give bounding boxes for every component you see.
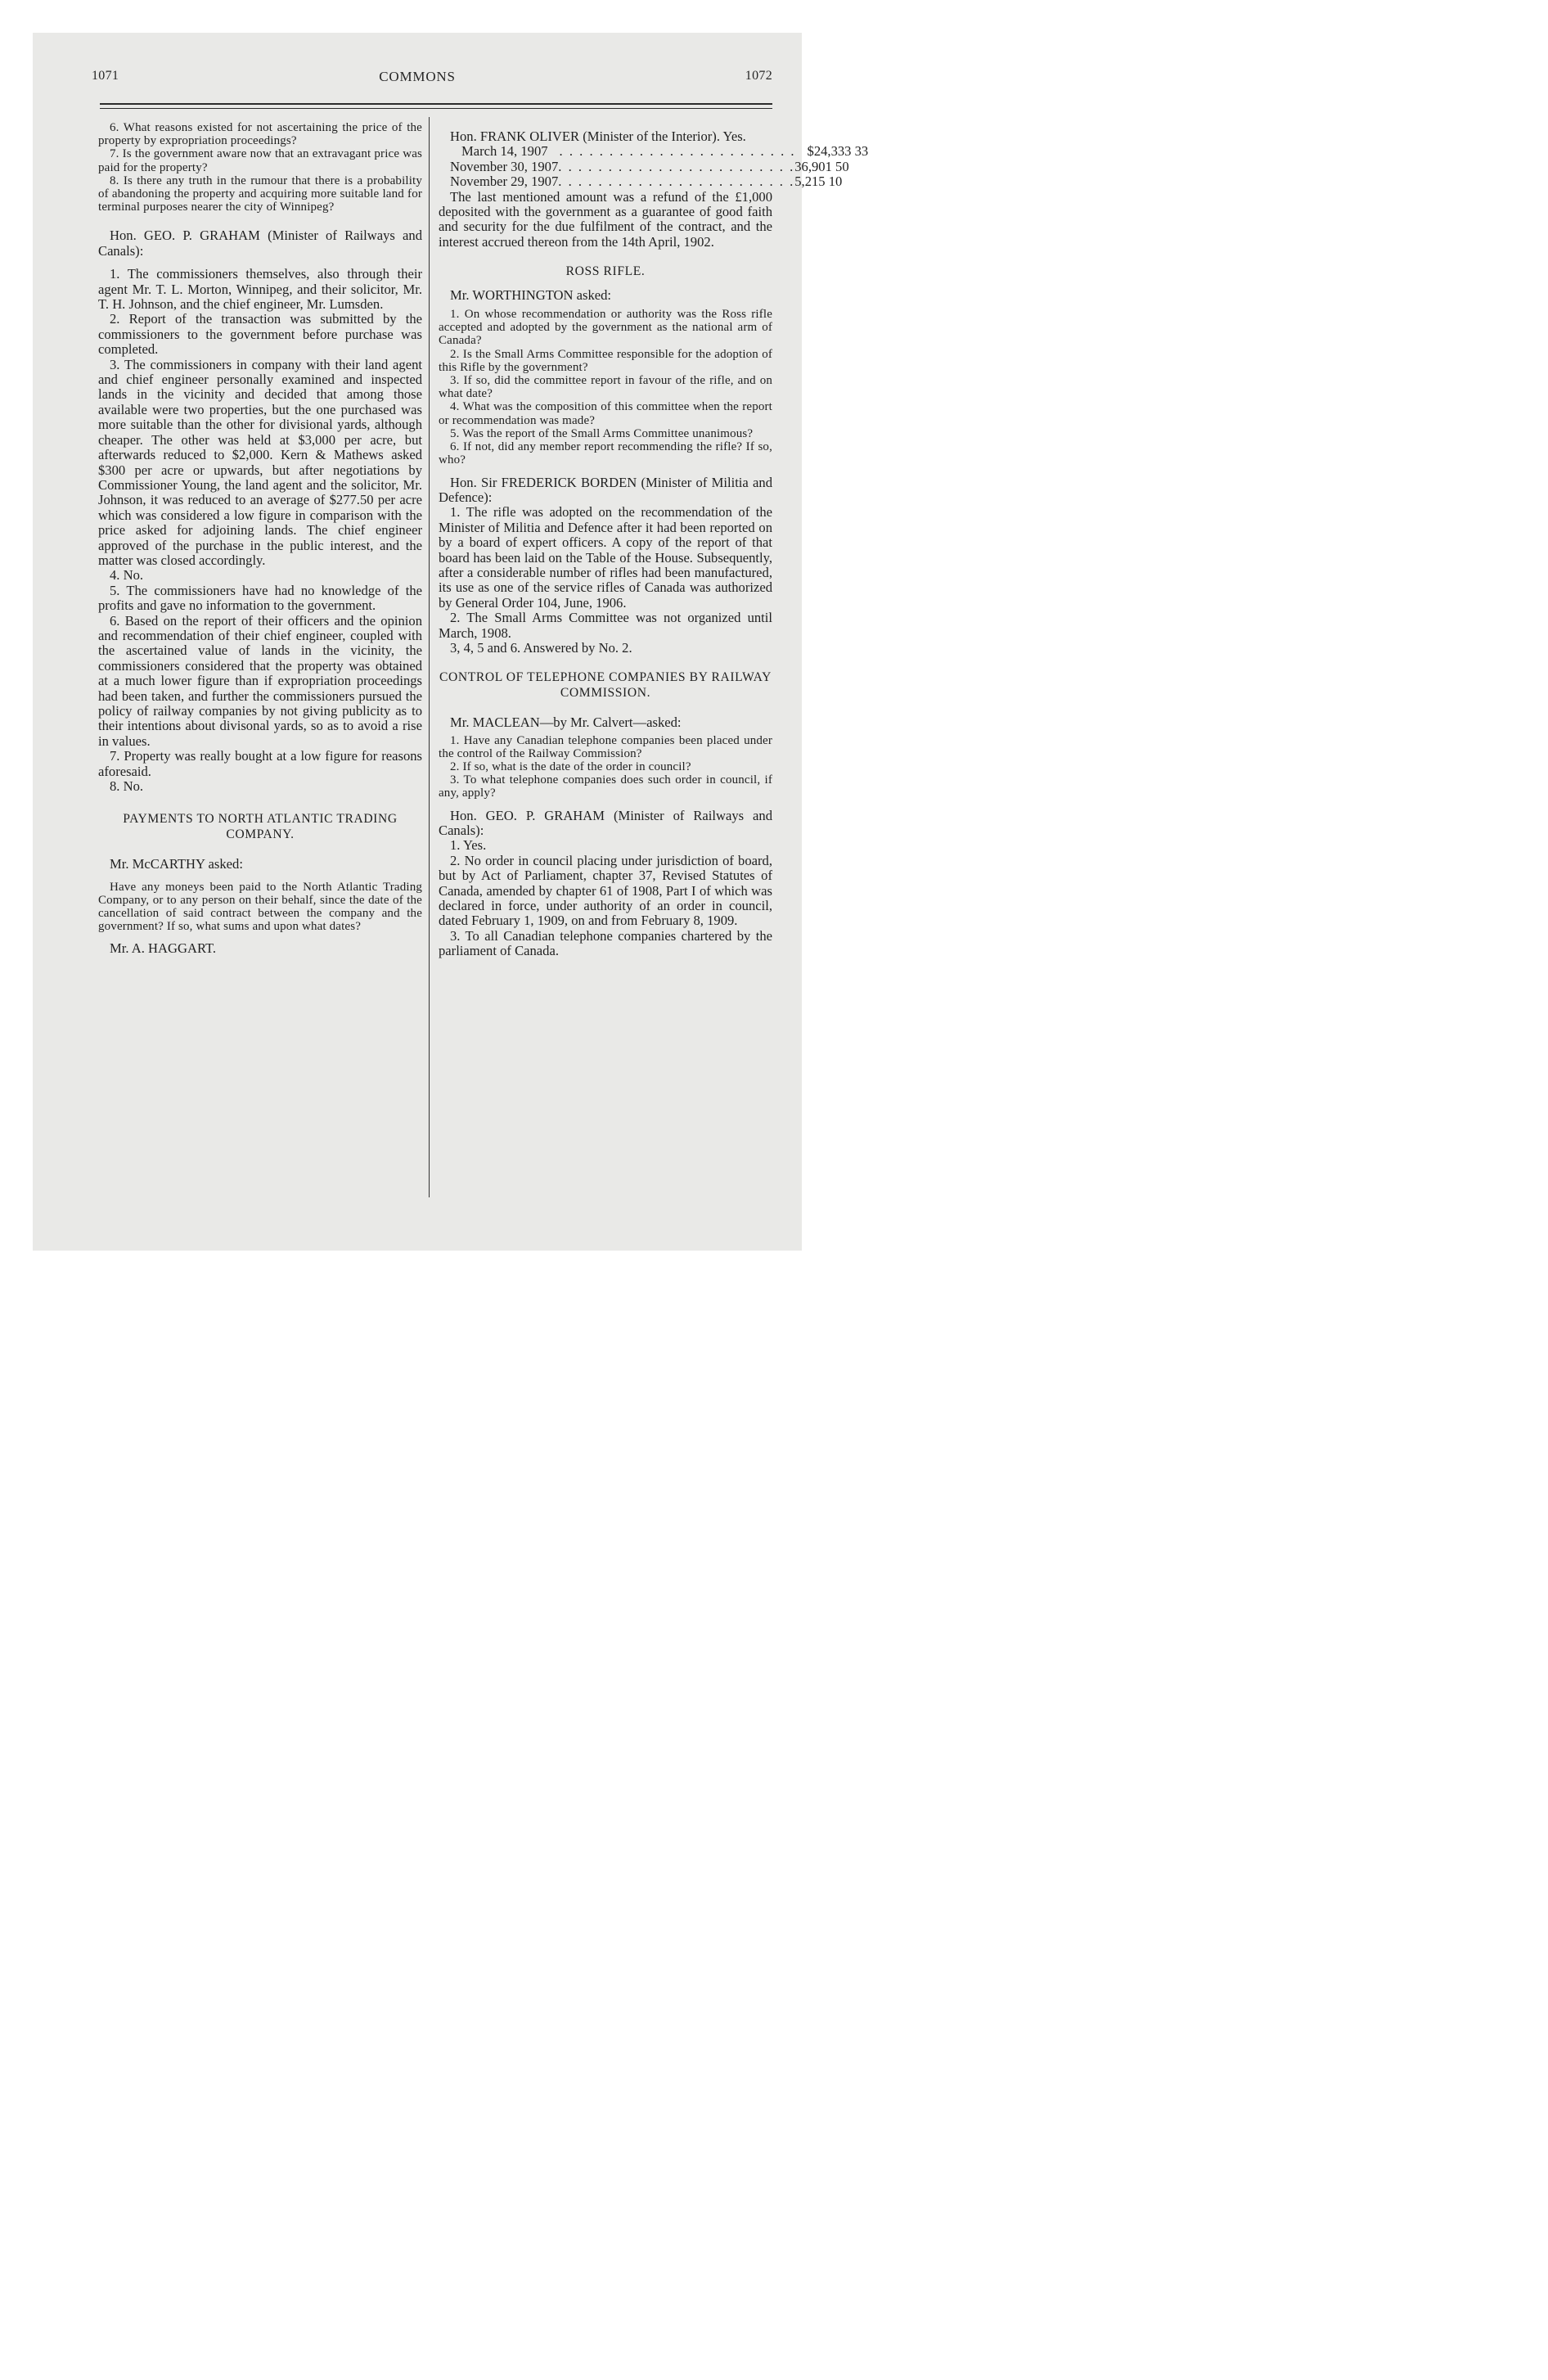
question-6: 6. What reasons existed for not ascertaining the price of the property by expropriation proceedings? [98, 121, 422, 148]
answer-5: 5. The commissioners have had no knowledge of the profits and gave no information to the government. [98, 582, 422, 614]
header-rule [100, 103, 772, 105]
answer-3: 3. The commissioners in company with their land agent and chief engineer personally examined and inspected lands in the vicinity and decided that among those available were two properties, but the one purchased was more suitable than the other for divisional yards, although cheaper. The other was held at $3,000 per acre, but afterwards reduced to $2,000. Kern & Mathews asked $300 per acre or upwards, but after negotiations by Commissioner Young, the land agent and the solicitor, Mr. Johnson, it was reduced to an average of $277.50 per acre which was considered a low figure in comparison with the price asked for adjoining lands. The chief engineer approved of the purchase in the public interest, and the matter was closed accordingly. [98, 356, 422, 568]
leader-dots: . . . . . . . . . . . . . . . . . . . . . . . . [558, 158, 795, 174]
payment-amount: $24,333 33 [807, 143, 869, 160]
payment-date: November 29, 1907 [450, 174, 559, 190]
rifle-question-2: 2. Is the Small Arms Committee responsible for the adoption of this Rifle by the government? [439, 347, 772, 374]
answer-7: 7. Property was really bought at a low figure for reasons aforesaid. [98, 748, 422, 779]
answer-6: 6. Based on the report of their officers and the opinion and recommendation of their chief engineer, coupled with the ascertained value of lands in the vicinity, the commissioners considered that the property was obtained at a much lower figure than if expropriation proceedings had been taken, and further the commissioners pursued the policy of railway companies by not giving publicity as to their intentions about divisonal yards, so as to avoid a rise in values. [98, 612, 422, 749]
question-8: 8. Is there any truth in the rumour that there is a probability of abandoning the property and acquiring more suitable land for terminal purposes nearer the city of Winnipeg? [98, 174, 422, 214]
page-number-left: 1071 [92, 69, 119, 83]
rifle-question-5: 5. Was the report of the Small Arms Committee unanimous? [450, 426, 754, 440]
rifle-question-6: 6. If not, did any member report recommending the rifle? If so, who? [439, 440, 772, 467]
mccarthy-question: Have any moneys been paid to the North Atlantic Trading Company, or to any person on their behalf, since the date of the cancellation of said contract between the company and the government? If so, what sums and upon what dates? [98, 880, 422, 934]
left-column [98, 121, 422, 957]
rifle-question-4: 4. What was the composition of this committee when the report or recommendation was made? [439, 400, 772, 427]
right-column [439, 121, 869, 959]
refund-note: The last mentioned amount was a refund of the £1,000 deposited with the government as a guarantee of good faith and security for the due fulfilment of the contract, and the interest accrued thereon from the 14th April, 1902. [439, 188, 772, 250]
speaker-graham-2: Hon. GEO. P. GRAHAM (Minister of Railways and Canals): [439, 807, 772, 839]
payment-row [439, 158, 849, 174]
telephone-question-3: 3. To what telephone companies does such order in council, if any, apply? [439, 773, 772, 800]
payment-amount: 5,215 10 [794, 174, 843, 190]
answer-4: 4. No. [110, 567, 144, 584]
rifle-answer-1: 1. The rifle was adopted on the recommendation of the Minister of Militia and Defence after it had been reported on by a board of expert officers. A copy of the report of that board has been laid on the Table of the House. Subsequently, after a considerable number of rifles had been manufactured, its use as one of the service rifles of Canada was authorized by General Order 104, June, 1906. [439, 504, 772, 611]
payment-row [439, 174, 843, 190]
column-divider [429, 117, 430, 1197]
question-7: 7. Is the government aware now that an extravagant price was paid for the property? [98, 147, 422, 174]
rifle-answer-3-6: 3, 4, 5 and 6. Answered by No. 2. [450, 639, 632, 656]
telephone-answer-3: 3. To all Canadian telephone companies chartered by the parliament of Canada. [439, 927, 772, 959]
rifle-question-1: 1. On whose recommendation or authority was the Ross rifle accepted and adopted by the government as the national arm of Canada? [439, 308, 772, 348]
answer-1: 1. The commissioners themselves, also through their agent Mr. T. L. Morton, Winnipeg, and their solicitor, Mr. T. H. Johnson, and the chief engineer, Mr. Lumsden. [98, 266, 422, 313]
section-heading-ross-rifle: ROSS RIFLE. [565, 264, 646, 279]
payment-date: November 30, 1907 [450, 158, 559, 174]
rifle-answer-2: 2. The Small Arms Committee was not organized until March, 1908. [439, 610, 772, 641]
scanned-page [33, 33, 869, 1251]
leader-dots: . . . . . . . . . . . . . . . . . . . . . . . . [559, 143, 796, 160]
worthington-asked: Mr. WORTHINGTON asked: [450, 286, 612, 303]
speaker-borden: Hon. Sir FREDERICK BORDEN (Minister of Militia and Defence): [439, 474, 772, 505]
header-rule-thin [100, 108, 772, 109]
telephone-answer-2: 2. No order in council placing under jurisdiction of board, but by Act of Parliament, chapter 37, Revised Statutes of Canada, amended by chapter 61 of 1908, Part I of which was declared in force, under authority of an order in council, dated February 1, 1909, on and from February 8, 1909. [439, 852, 772, 929]
speaker-graham: Hon. GEO. P. GRAHAM (Minister of Railways and Canals): [98, 228, 422, 259]
rifle-question-3: 3. If so, did the committee report in favour of the rifle, and on what date? [439, 374, 772, 401]
section-heading-telephone: CONTROL OF TELEPHONE COMPANIES BY RAILWAY COMMISSION. [439, 670, 772, 700]
page-number-right: 1072 [745, 69, 772, 83]
leader-dots: . . . . . . . . . . . . . . . . . . . . . . . . [558, 174, 795, 190]
telephone-question-2: 2. If so, what is the date of the order in council? [450, 760, 691, 773]
mccarthy-asked: Mr. McCARTHY asked: [110, 856, 243, 872]
payment-row [439, 143, 869, 160]
running-title: COMMONS [379, 69, 456, 84]
payment-amount: 36,901 50 [794, 158, 849, 174]
telephone-answer-1: 1. Yes. [450, 837, 487, 854]
section-heading-payments: PAYMENTS TO NORTH ATLANTIC TRADING COMPANY. [123, 812, 398, 841]
answer-8: 8. No. [110, 778, 144, 795]
telephone-question-1: 1. Have any Canadian telephone companies been placed under the control of the Railway Commission? [439, 733, 772, 760]
speaker-oliver: Hon. FRANK OLIVER (Minister of the Interior). Yes. [450, 128, 746, 144]
haggart: Mr. A. HAGGART. [110, 940, 217, 957]
answer-2: 2. Report of the transaction was submitted by the commissioners to the government before purchase was completed. [98, 311, 422, 358]
payment-date: March 14, 1907 [461, 143, 548, 160]
maclean-asked: Mr. MACLEAN—by Mr. Calvert—asked: [450, 714, 682, 731]
